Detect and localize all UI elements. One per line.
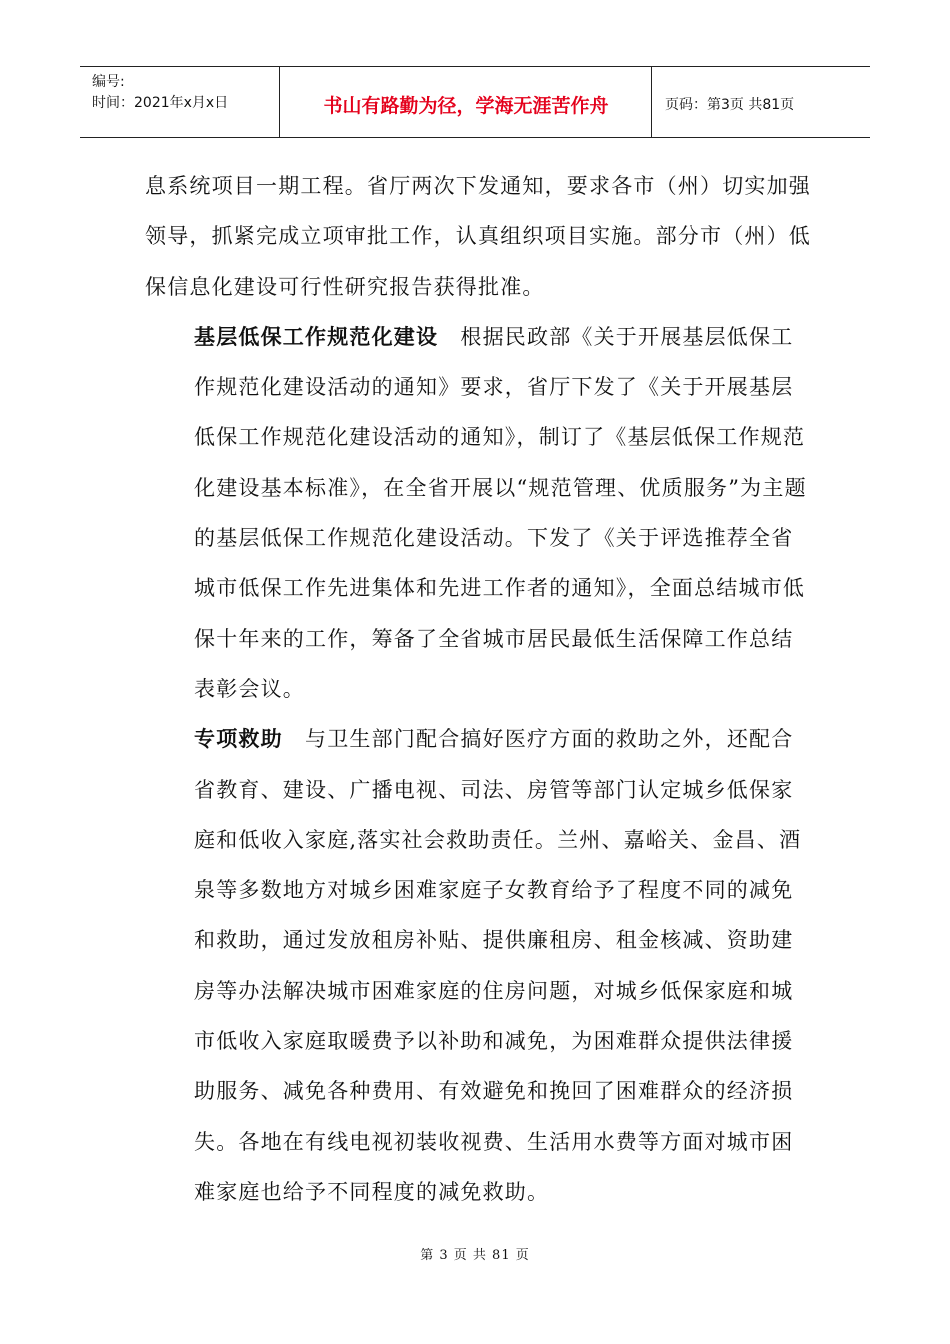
header-motto: 书山有路勤为径，学海无涯苦作舟 [323,95,609,117]
page-footer: 第 3 页 共 81 页 [420,1248,530,1263]
doc-time-label: 时间：2021年x月x日 [92,95,229,111]
doc-number-label: 编号: [92,74,125,90]
document-body [145,161,815,1217]
header-meta-cell [80,67,280,137]
paragraph-2-heading: 基层低保工作规范化建设 [194,323,439,349]
header-page-label: 页码：第3页 共81页 [665,97,795,113]
paragraph-2-text: 根据民政部《关于开展基层低保工作规范化建设活动的通知》要求，省厅下发了《关于开展基层低保工作规范化建设活动的通知》，制订了《基层低保工作规范化建设基本标准》，在全省开展以“规范管理、优质服务”为主题的基层低保工作规范化建设活动。下发了《关于评选推荐全省城市低保工作先进集体和先进工作者的通知》，全面总结城市低保十年来的工作，筹备了全省城市居民最低生活保障工作总结表彰会议。 [194,324,807,701]
header-page-cell [653,67,870,137]
paragraph-2 [145,312,815,714]
paragraph-3-text: 与卫生部门配合搞好医疗方面的救助之外，还配合省教育、建设、广播电视、司法、房管等部门认定城乡低保家庭和低收入家庭,落实社会救助责任。兰州、嘉峪关、金昌、酒泉等多数地方对城乡困难家庭子女教育给予了程度不同的减免和救助，通过发放租房补贴、提供廉租房、租金核减、资助建房等办法解决城市困难家庭的住房问题，对城乡低保家庭和城市低收入家庭取暖费予以补助和减免，为困难群众提供法律援助服务、减免各种费用、有效避免和挽回了困难群众的经济损失。各地在有线电视初装收视费、生活用水费等方面对城市困难家庭也给予不同程度的减免救助。 [194,727,802,1204]
document-header [80,66,870,138]
paragraph-3-heading: 专项救助 [194,726,283,752]
header-motto-cell [281,67,652,137]
paragraph-3 [145,714,815,1217]
paragraph-1: 息系统项目一期工程。省厅两次下发通知，要求各市（州）切实加强领导，抓紧完成立项审批工作，认真组织项目实施。部分市（州）低保信息化建设可行性研究报告获得批准。 [145,174,811,299]
